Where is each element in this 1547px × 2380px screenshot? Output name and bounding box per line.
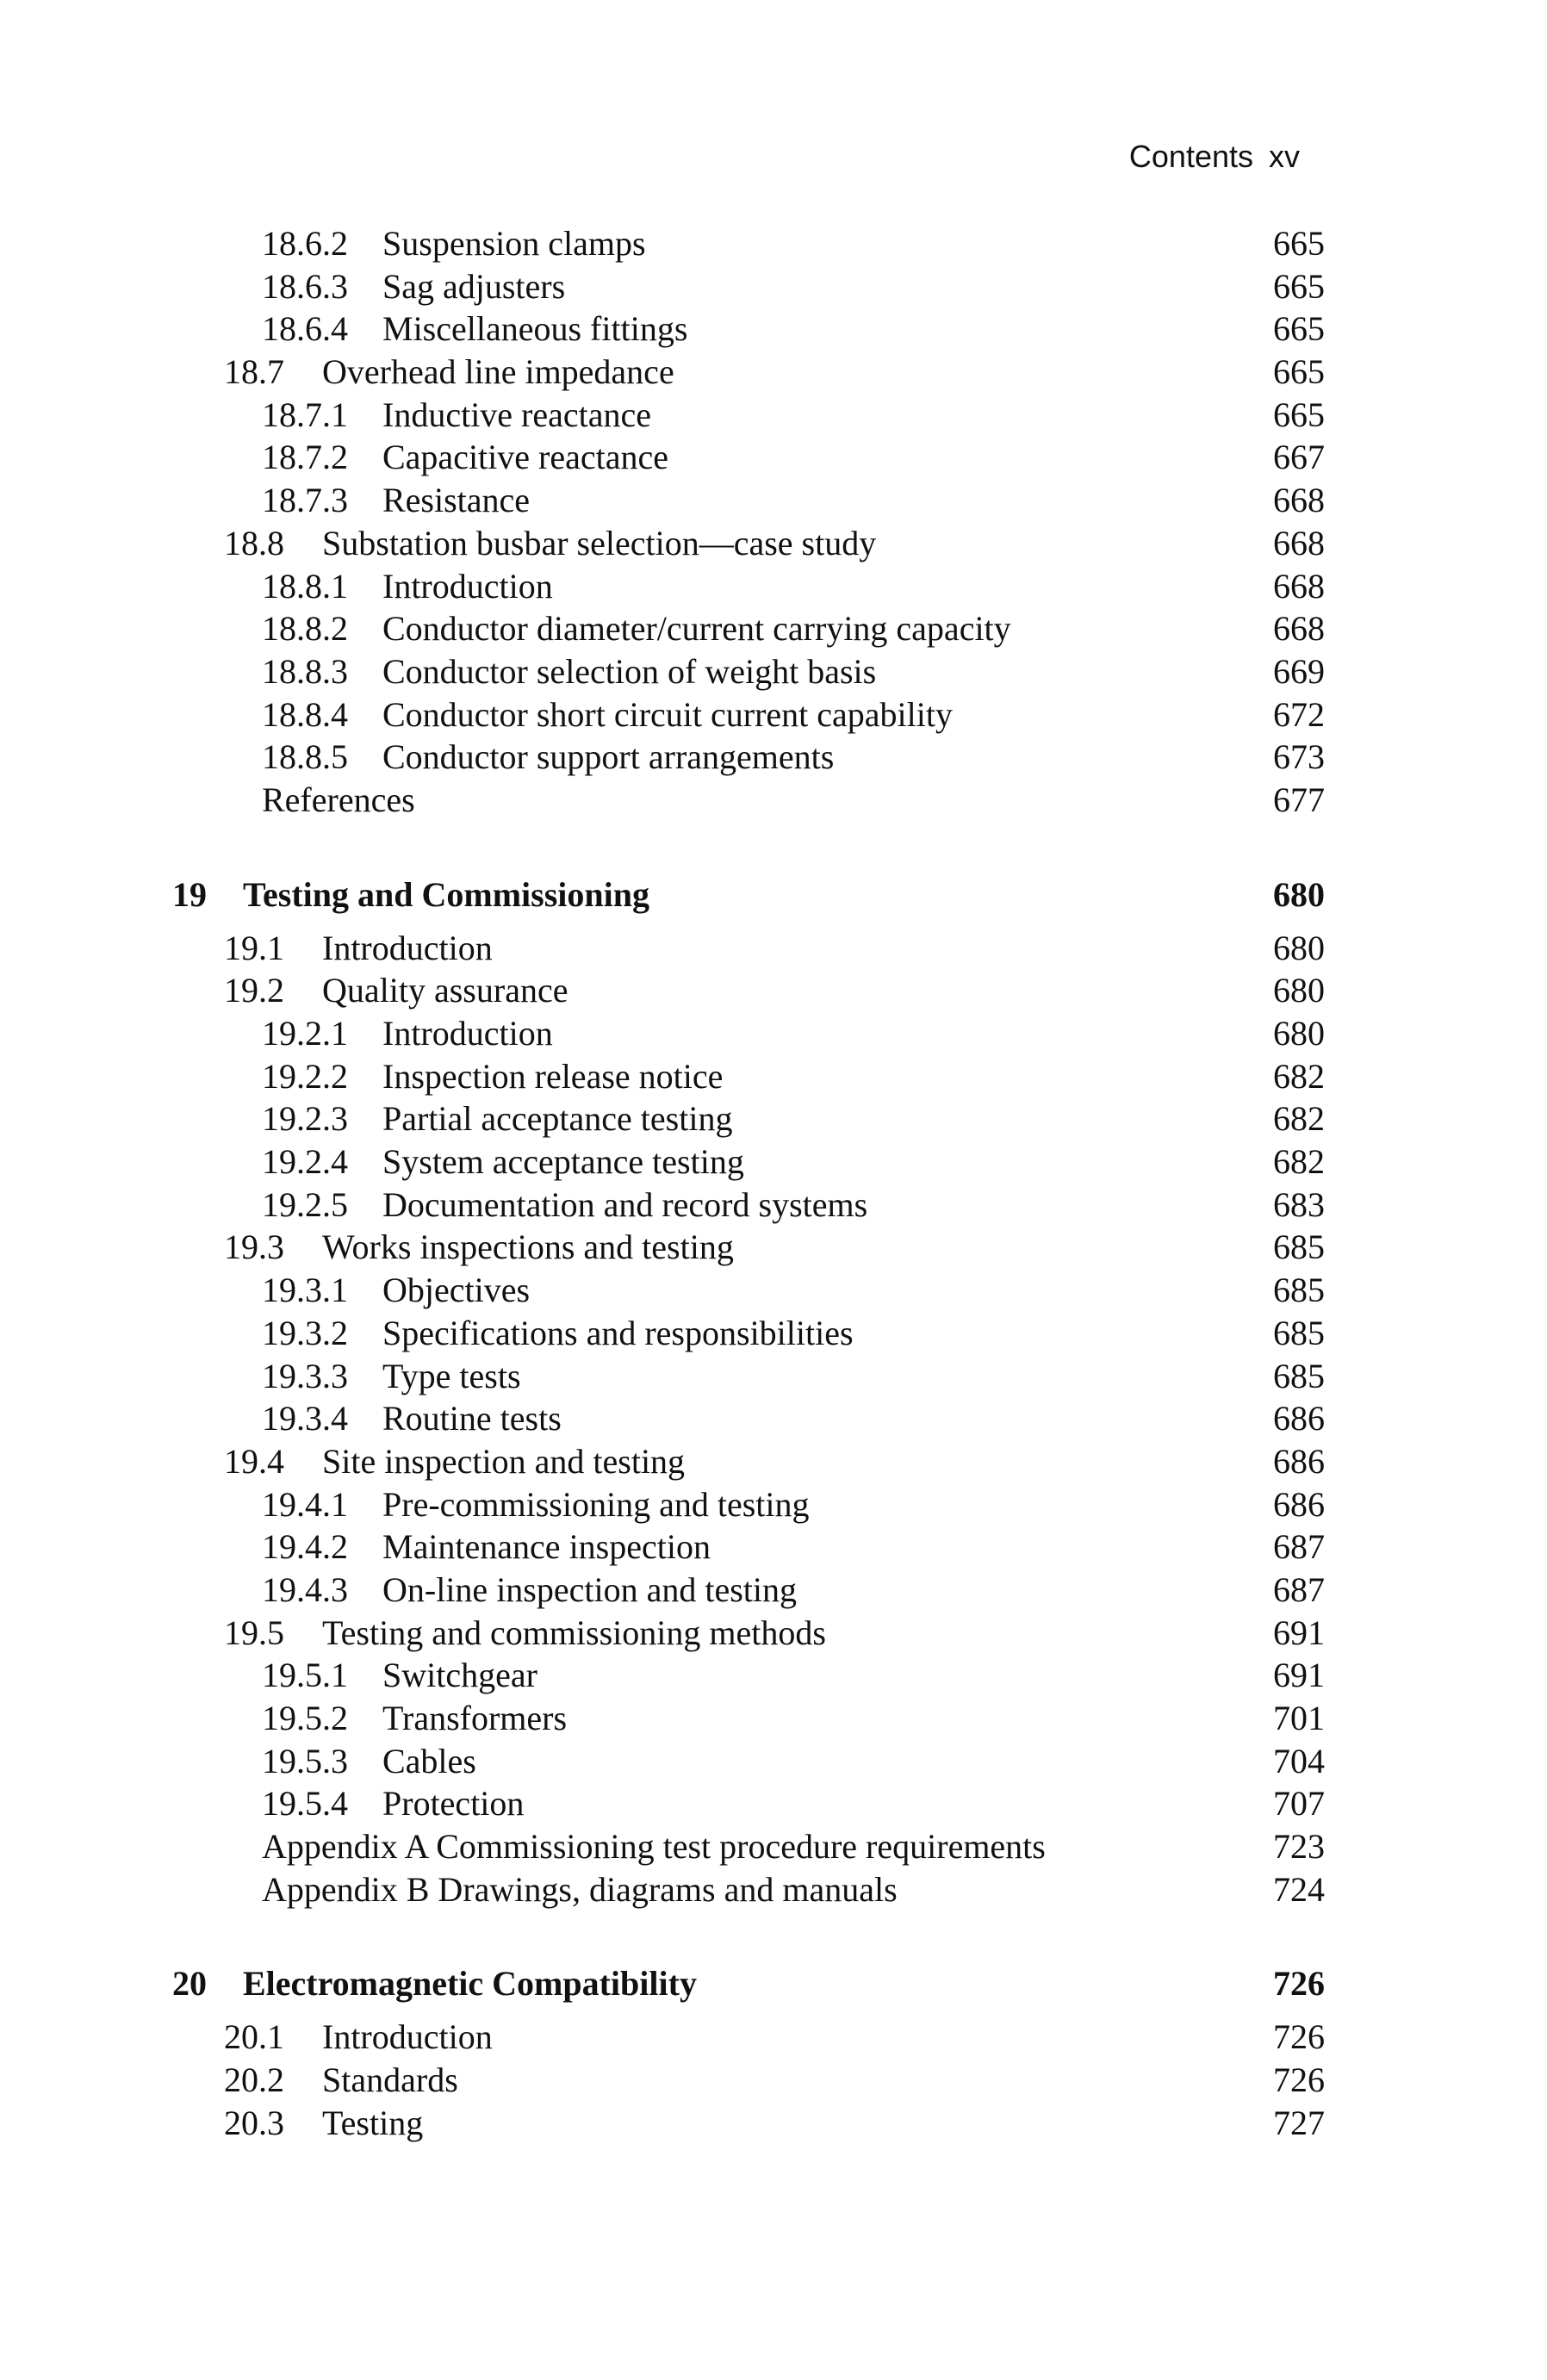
entry-page-number: 665 [1273, 352, 1325, 392]
toc-entry[interactable] [0, 1612, 1547, 1655]
entry-number: 19.3.1 [262, 1271, 348, 1310]
toc-entry[interactable] [0, 222, 1547, 265]
entry-page-number: 686 [1273, 1399, 1325, 1439]
entry-page-number: 682 [1273, 1099, 1325, 1139]
entry-title: Switchgear [382, 1656, 537, 1695]
entry-title: Resistance [382, 481, 531, 520]
chapter-number: 20 [172, 1964, 207, 2004]
toc-entry[interactable] [0, 650, 1547, 693]
entry-number: 18.6.3 [262, 266, 348, 306]
toc-entry[interactable] [0, 2016, 1547, 2059]
entry-number: 19.5.3 [262, 1741, 348, 1780]
entry-number: 18.8 [224, 523, 284, 562]
entry-number: 19.2 [224, 971, 284, 1010]
toc-entry[interactable] [0, 1569, 1547, 1612]
toc-entry[interactable] [0, 1697, 1547, 1740]
entry-page-number: 685 [1273, 1356, 1325, 1395]
entry-page-number: 680 [1273, 971, 1325, 1010]
entry-page-number: 704 [1273, 1741, 1325, 1780]
entry-page-number: 685 [1273, 1271, 1325, 1310]
entry-page-number: 687 [1273, 1569, 1325, 1609]
toc-entry[interactable] [0, 1097, 1547, 1140]
entry-title: System acceptance testing [382, 1142, 744, 1182]
entry-page-number: 726 [1273, 2060, 1325, 2100]
toc-entry[interactable] [0, 693, 1547, 736]
entry-title: Quality assurance [322, 971, 568, 1010]
entry-page-number: 724 [1273, 1869, 1325, 1909]
toc-entry[interactable] [0, 1825, 1547, 1868]
chapter-page-number: 680 [1273, 874, 1325, 914]
entry-number: 19.3.2 [262, 1313, 348, 1352]
table-of-contents [0, 222, 1547, 2145]
entry-page-number: 672 [1273, 694, 1325, 734]
toc-entry[interactable] [0, 736, 1547, 779]
entry-title: Works inspections and testing [322, 1227, 734, 1267]
entry-page-number: 682 [1273, 1142, 1325, 1182]
toc-entry[interactable] [0, 436, 1547, 479]
entry-title: Conductor selection of weight basis [382, 651, 877, 691]
entry-title: Protection [382, 1784, 525, 1824]
toc-entry[interactable] [0, 1397, 1547, 1440]
entry-number: 19.2.3 [262, 1099, 348, 1139]
toc-entry[interactable] [0, 607, 1547, 650]
entry-page-number: 726 [1273, 2017, 1325, 2057]
chapter-title: Electromagnetic Compatibility [243, 1964, 697, 2004]
entry-number: 19.5 [224, 1613, 284, 1652]
entry-page-number: 727 [1273, 2103, 1325, 2142]
toc-entry[interactable] [0, 1483, 1547, 1526]
entry-title: Documentation and record systems [382, 1184, 868, 1224]
entry-number: 18.7.2 [262, 438, 348, 477]
entry-title: Testing and commissioning methods [322, 1613, 826, 1652]
entry-number: 20.3 [224, 2103, 284, 2142]
toc-entry[interactable] [0, 522, 1547, 565]
running-header [1129, 138, 1300, 176]
entry-number: 19.5.1 [262, 1656, 348, 1695]
entry-page-number: 673 [1273, 737, 1325, 777]
entry-title: Type tests [382, 1356, 521, 1395]
toc-entry[interactable] [0, 1269, 1547, 1312]
toc-entry[interactable] [0, 779, 1547, 822]
header-label: Contents [1128, 139, 1253, 174]
entry-number: 19.2.2 [262, 1056, 348, 1096]
entry-number: 19.5.2 [262, 1699, 348, 1737]
toc-entry[interactable] [0, 2059, 1547, 2102]
entry-page-number: 677 [1273, 780, 1325, 819]
entry-page-number: 683 [1273, 1184, 1325, 1224]
entry-page-number: 665 [1273, 395, 1325, 434]
entry-page-number: 668 [1273, 481, 1325, 520]
toc-entry[interactable] [0, 1055, 1547, 1098]
entry-title: Transformers [382, 1699, 568, 1737]
entry-number: 19.3.4 [262, 1399, 348, 1439]
entry-page-number: 665 [1273, 266, 1325, 306]
entry-title: Standards [322, 2060, 458, 2100]
entry-page-number: 701 [1273, 1699, 1325, 1737]
entry-number: 18.8.1 [262, 566, 348, 606]
entry-title: Partial acceptance testing [382, 1099, 733, 1139]
toc-entry[interactable] [0, 1312, 1547, 1355]
toc-entry[interactable] [0, 1782, 1547, 1825]
entry-page-number: 665 [1273, 309, 1325, 349]
entry-page-number: 682 [1273, 1056, 1325, 1096]
entry-title: Specifications and responsibilities [382, 1313, 854, 1352]
toc-entry[interactable] [0, 1012, 1547, 1055]
entry-title: Pre-commissioning and testing [382, 1484, 810, 1524]
entry-page-number: 665 [1273, 224, 1325, 263]
entry-number: 19.4 [224, 1441, 284, 1481]
toc-entry[interactable] [0, 2102, 1547, 2145]
entry-number: 19.1 [224, 928, 284, 967]
toc-entry[interactable] [0, 969, 1547, 1012]
entry-title: On-line inspection and testing [382, 1569, 798, 1609]
entry-number: 19.3.3 [262, 1356, 348, 1395]
entry-title: Substation busbar selection—case study [322, 523, 877, 562]
toc-entry[interactable] [0, 1140, 1547, 1184]
entry-title: Conductor support arrangements [382, 737, 835, 777]
toc-entry[interactable] [0, 1226, 1547, 1269]
chapter-number: 19 [172, 874, 207, 914]
toc-entry[interactable] [0, 1184, 1547, 1227]
entry-title: Inductive reactance [382, 395, 652, 434]
entry-title: Maintenance inspection [382, 1527, 711, 1567]
toc-entry[interactable] [0, 927, 1547, 970]
entry-number: 19.4.2 [262, 1527, 348, 1567]
entry-number: 18.8.4 [262, 694, 348, 734]
entry-number: 19.2.4 [262, 1142, 348, 1182]
entry-page-number: 691 [1273, 1613, 1325, 1652]
entry-title: Appendix A Commissioning test procedure requirements [262, 1827, 1046, 1867]
entry-title: Conductor diameter/current carrying capacity [382, 609, 1011, 649]
toc-entry[interactable] [0, 265, 1547, 308]
entry-number: 18.6.2 [262, 224, 348, 263]
entry-number: 19.4.1 [262, 1484, 348, 1524]
toc-entry[interactable] [0, 1526, 1547, 1569]
entry-title: Inspection release notice [382, 1056, 724, 1096]
toc-entry[interactable] [0, 1654, 1547, 1697]
entry-page-number: 707 [1273, 1784, 1325, 1824]
chapter-heading[interactable] [0, 1952, 1547, 2016]
entry-page-number: 680 [1273, 928, 1325, 967]
entry-title: Conductor short circuit current capability [382, 694, 954, 734]
entry-number: 18.8.5 [262, 737, 348, 777]
entry-title: Introduction [322, 928, 493, 967]
entry-number: 18.8.2 [262, 609, 348, 649]
entry-title: Appendix B Drawings, diagrams and manuals [262, 1869, 898, 1909]
entry-number: 19.5.4 [262, 1784, 348, 1824]
entry-page-number: 686 [1273, 1484, 1325, 1524]
entry-page-number: 668 [1273, 609, 1325, 649]
entry-page-number: 685 [1273, 1227, 1325, 1267]
entry-number: 18.6.4 [262, 309, 348, 349]
entry-title: Introduction [382, 566, 553, 606]
entry-title: Overhead line impedance [322, 352, 674, 392]
toc-entry[interactable] [0, 1740, 1547, 1783]
toc-entry[interactable] [0, 1440, 1547, 1483]
toc-entry[interactable] [0, 1868, 1547, 1911]
entry-title: Cables [382, 1741, 476, 1780]
toc-entry[interactable] [0, 479, 1547, 522]
entry-number: 18.7.1 [262, 395, 348, 434]
entry-title: Introduction [322, 2017, 493, 2057]
entry-title: Capacitive reactance [382, 438, 668, 477]
entry-number: 20.1 [224, 2017, 284, 2057]
entry-title: Routine tests [382, 1399, 562, 1439]
entry-number: 19.4.3 [262, 1569, 348, 1609]
chapter-page-number: 726 [1273, 1964, 1325, 2004]
entry-number: 19.2.5 [262, 1184, 348, 1224]
entry-page-number: 685 [1273, 1313, 1325, 1352]
toc-entry[interactable] [0, 351, 1547, 394]
entry-page-number: 723 [1273, 1827, 1325, 1867]
entry-title: Testing [322, 2103, 424, 2142]
entry-number: 18.7 [224, 352, 284, 392]
entry-page-number: 687 [1273, 1527, 1325, 1567]
toc-entry[interactable] [0, 1355, 1547, 1398]
entry-number: 18.7.3 [262, 481, 348, 520]
entry-page-number: 669 [1273, 651, 1325, 691]
entry-page-number: 668 [1273, 523, 1325, 562]
entry-title: Sag adjusters [382, 266, 566, 306]
entry-page-number: 686 [1273, 1441, 1325, 1481]
entry-page-number: 668 [1273, 566, 1325, 606]
entry-title: Suspension clamps [382, 224, 646, 263]
chapter-title: Testing and Commissioning [243, 874, 649, 914]
entry-number: 20.2 [224, 2060, 284, 2100]
entry-page-number: 691 [1273, 1656, 1325, 1695]
chapter-heading[interactable] [0, 863, 1547, 927]
entry-title: Site inspection and testing [322, 1441, 686, 1481]
entry-title: Objectives [382, 1271, 531, 1310]
entry-number: 19.3 [224, 1227, 284, 1267]
toc-entry[interactable] [0, 394, 1547, 437]
entry-page-number: 680 [1273, 1014, 1325, 1053]
toc-entry[interactable] [0, 565, 1547, 608]
header-page-number: xv [1269, 139, 1300, 174]
entry-page-number: 667 [1273, 438, 1325, 477]
entry-title: Miscellaneous fittings [382, 309, 688, 349]
entry-title: Introduction [382, 1014, 553, 1053]
entry-number: 19.2.1 [262, 1014, 348, 1053]
toc-entry[interactable] [0, 308, 1547, 351]
entry-number: 18.8.3 [262, 651, 348, 691]
entry-title: References [262, 780, 415, 819]
